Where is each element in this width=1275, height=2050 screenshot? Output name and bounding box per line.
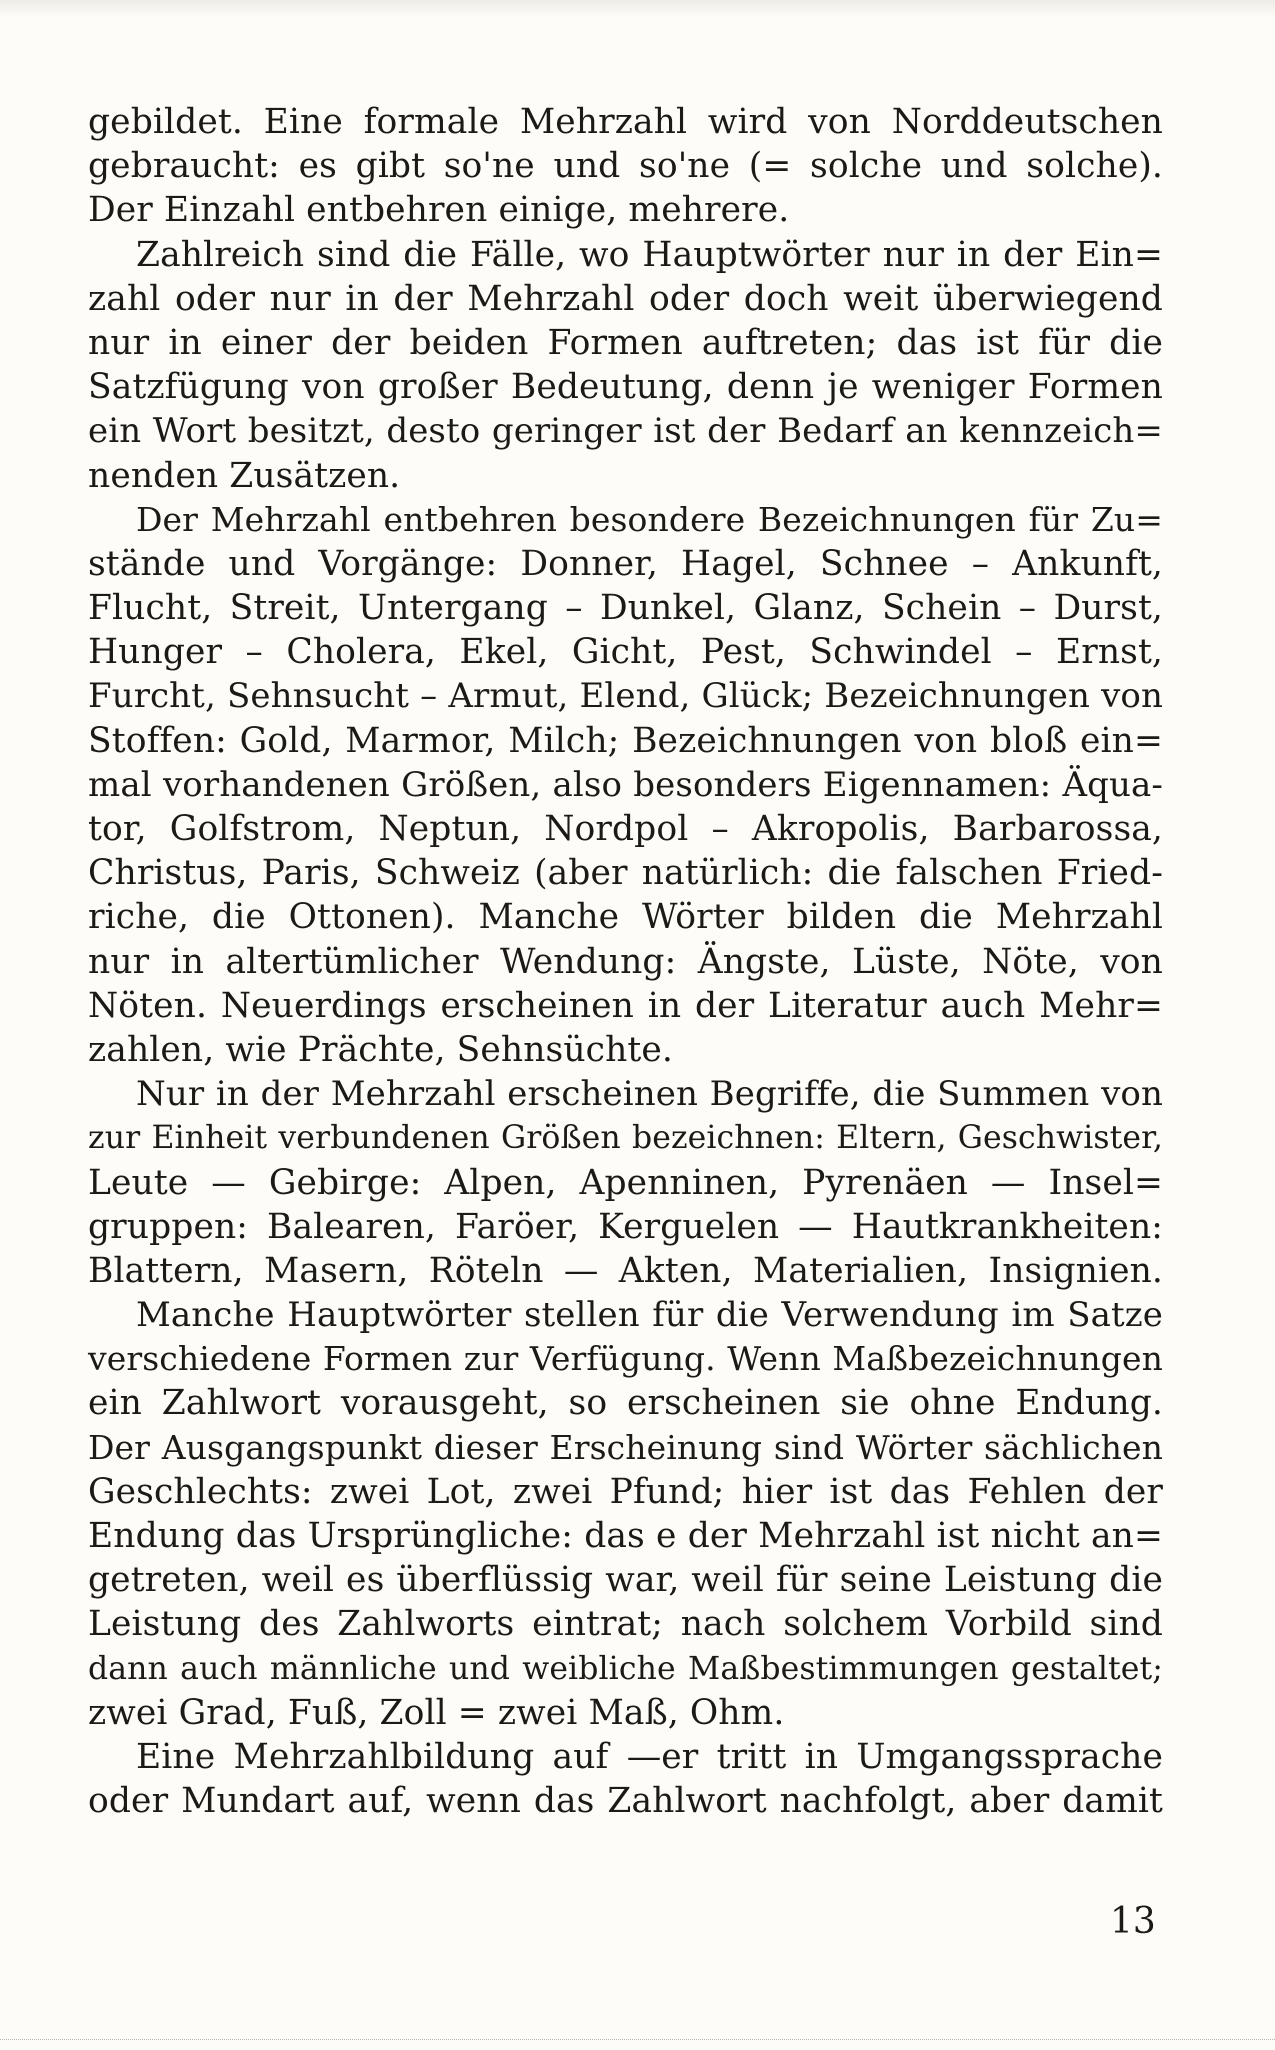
text-line: ein Wort besitzt, desto geringer ist der Bedarf an kennzeich= bbox=[88, 411, 1163, 452]
page-bottom-edge bbox=[0, 2039, 1275, 2050]
text-line: getreten, weil es überflüssig war, weil für seine Leistung die bbox=[88, 1560, 1163, 1601]
text-line: gruppen: Balearen, Faröer, Kerguelen — Hautkrankheiten: bbox=[88, 1206, 1163, 1247]
text-line: Leute — Gebirge: Alpen, Apenninen, Pyrenäen — Insel= bbox=[88, 1162, 1163, 1203]
text-line: Furcht, Sehnsucht – Armut, Elend, Glück; Bezeichnungen von bbox=[88, 676, 1163, 717]
text-line: stände und Vorgänge: Donner, Hagel, Schnee – Ankunft, bbox=[88, 543, 1163, 584]
text-line: Der Mehrzahl entbehren besondere Bezeichnungen für Zu= bbox=[136, 499, 1163, 539]
text-line: Endung das Ursprüngliche: das e der Mehrzahl ist nicht an= bbox=[88, 1516, 1163, 1556]
text-line: zahl oder nur in der Mehrzahl oder doch weit überwiegend bbox=[88, 278, 1163, 319]
text-line: Christus, Paris, Schweiz (aber natürlich: die falschen Fried- bbox=[88, 853, 1163, 894]
text-line: Satzfügung von großer Bedeutung, denn je weniger Formen bbox=[88, 367, 1163, 408]
page-top-edge bbox=[0, 0, 1275, 18]
text-line: ein Zahlwort vorausgeht, so erscheinen sie ohne Endung. bbox=[88, 1383, 1163, 1424]
text-line: oder Mundart auf, wenn das Zahlwort nachfolgt, aber damit bbox=[88, 1781, 1163, 1822]
text-line: gebildet. Eine formale Mehrzahl wird von Norddeutschen bbox=[88, 102, 1163, 142]
text-line: dann auch männliche und weibliche Maßbestimmungen gestaltet; bbox=[88, 1650, 1163, 1687]
text-line: gebraucht: es gibt so'ne und so'ne (= solche und solche). bbox=[88, 146, 1163, 187]
text-line: Nur in der Mehrzahl erscheinen Begriffe, die Summen von bbox=[136, 1074, 1163, 1115]
text-line: nur in altertümlicher Wendung: Ängste, Lüste, Nöte, von bbox=[88, 941, 1163, 982]
text-line: Stoffen: Gold, Marmor, Milch; Bezeichnungen von bloß ein= bbox=[88, 720, 1163, 761]
page-number: 13 bbox=[1110, 1901, 1156, 1942]
text-line: Der Ausgangspunkt dieser Erscheinung sind Wörter sächlichen bbox=[88, 1427, 1163, 1467]
body-text bbox=[88, 100, 1163, 1823]
text-line: zwei Grad, Fuß, Zoll = zwei Maß, Ohm. bbox=[88, 1692, 785, 1733]
text-line: nur in einer der beiden Formen auftreten; das ist für die bbox=[88, 322, 1163, 363]
text-line: Leistung des Zahlworts eintrat; nach solchem Vorbild sind bbox=[88, 1604, 1163, 1645]
text-line: zur Einheit verbundenen Größen bezeichnen: Eltern, Geschwister, bbox=[88, 1120, 1163, 1157]
text-line: Der Einzahl entbehren einige, mehrere. bbox=[88, 190, 790, 231]
text-line: zahlen, wie Prächte, Sehnsüchte. bbox=[88, 1029, 673, 1070]
text-line: Blattern, Masern, Röteln — Akten, Materialien, Insignien. bbox=[88, 1250, 1163, 1291]
text-line: riche, die Ottonen). Manche Wörter bilden die Mehrzahl bbox=[88, 897, 1163, 938]
text-line: Hunger – Cholera, Ekel, Gicht, Pest, Schwindel – Ernst, bbox=[88, 632, 1163, 673]
text-line: Geschlechts: zwei Lot, zwei Pfund; hier ist das Fehlen der bbox=[88, 1471, 1163, 1512]
text-line: Nöten. Neuerdings erscheinen in der Literatur auch Mehr= bbox=[88, 985, 1163, 1026]
text-line: tor, Golfstrom, Neptun, Nordpol – Akropolis, Barbarossa, bbox=[88, 809, 1163, 849]
text-line: nenden Zusätzen. bbox=[88, 455, 401, 496]
text-line: mal vorhandenen Größen, also besonders Eigennamen: Äqua- bbox=[88, 764, 1163, 805]
text-line: Eine Mehrzahlbildung auf —er tritt in Umgangssprache bbox=[136, 1736, 1163, 1777]
text-line: Flucht, Streit, Untergang – Dunkel, Glanz, Schein – Durst, bbox=[88, 588, 1163, 629]
text-line: Zahlreich sind die Fälle, wo Hauptwörter nur in der Ein= bbox=[136, 234, 1163, 275]
text-line: Manche Hauptwörter stellen für die Verwendung im Satze bbox=[136, 1295, 1163, 1336]
text-line: verschiedene Formen zur Verfügung. Wenn Maßbezeichnungen bbox=[88, 1339, 1163, 1379]
